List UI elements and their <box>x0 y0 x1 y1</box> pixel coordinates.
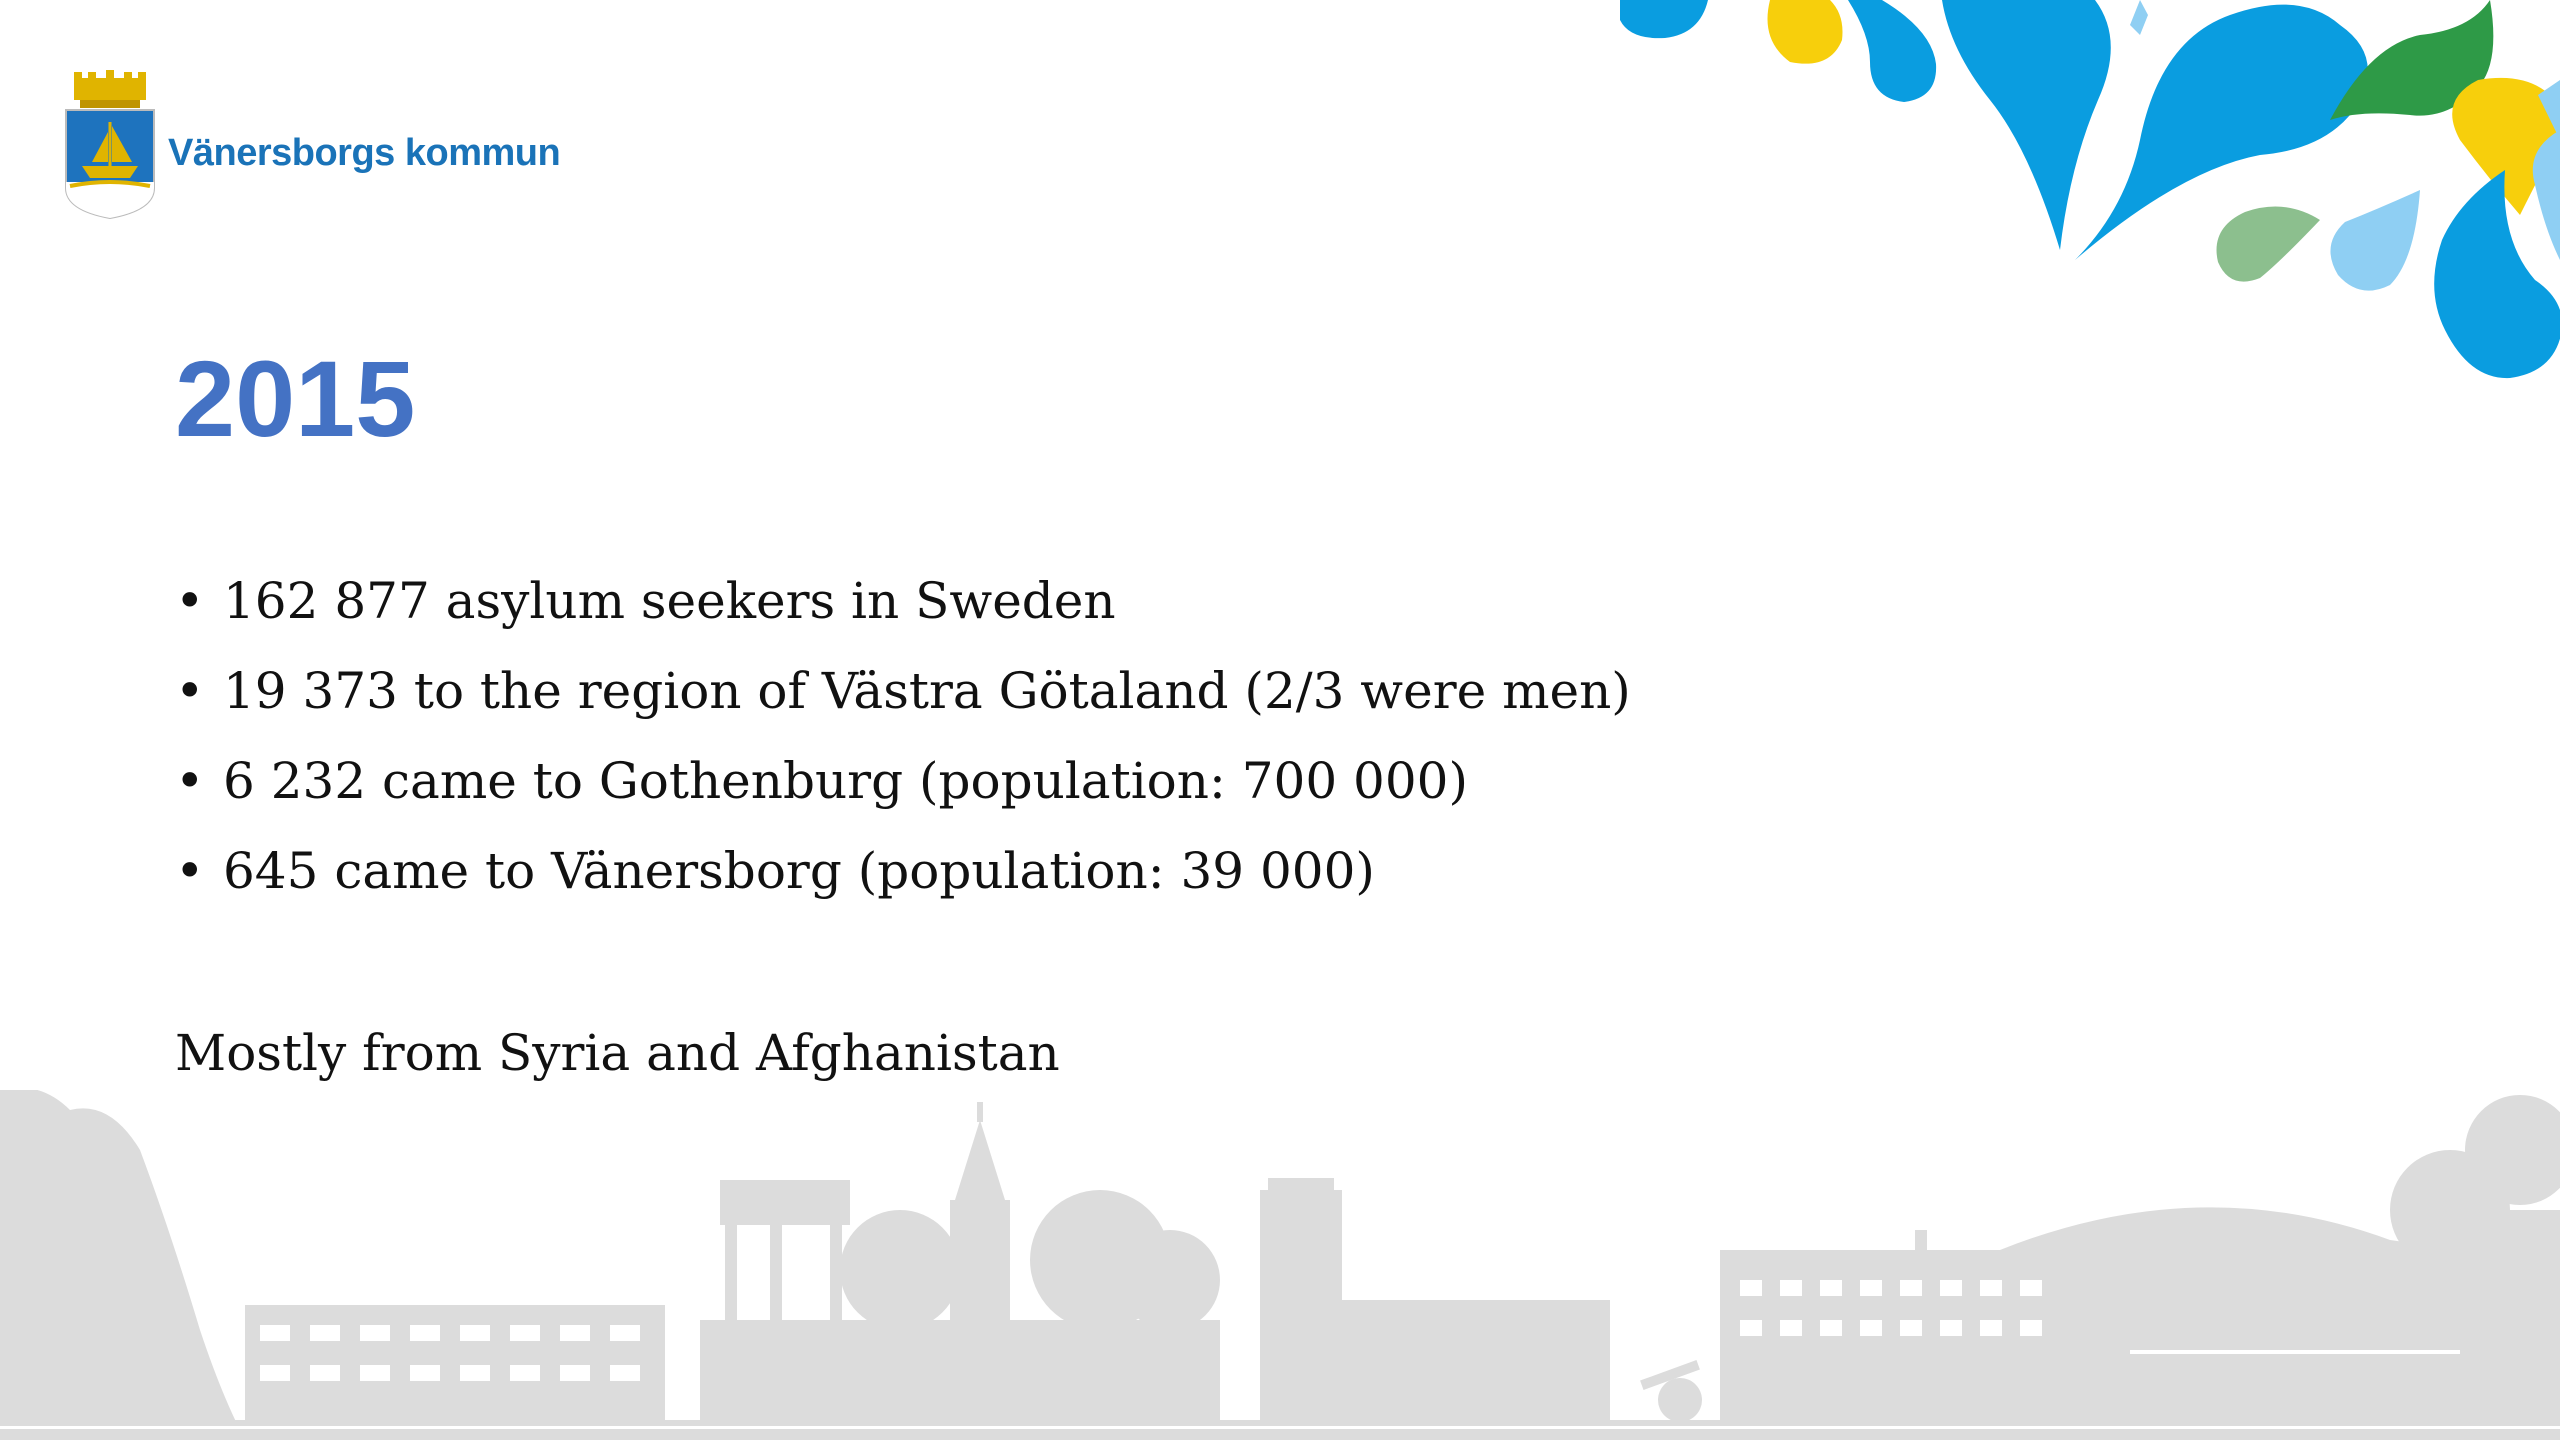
origin-note: Mostly from Syria and Afghanistan <box>175 1024 1060 1082</box>
municipality-logo <box>62 70 560 220</box>
decorative-drops-graphic <box>1620 0 2560 390</box>
city-skyline-graphic <box>0 1090 2560 1440</box>
bullet-item: • 6 232 came to Gothenburg (population: 700 000) <box>175 745 1631 835</box>
bullet-item: • 19 373 to the region of Västra Götaland (2/3 were men) <box>175 655 1631 745</box>
bullet-item: • 645 came to Vänersborg (population: 39 000) <box>175 835 1631 925</box>
coat-of-arms-icon <box>62 70 158 220</box>
bullet-item: • 162 877 asylum seekers in Sweden <box>175 565 1631 655</box>
bullet-list <box>175 565 1631 925</box>
municipality-name: Vänersborgs kommun <box>168 131 561 174</box>
slide-title: 2015 <box>175 338 416 459</box>
